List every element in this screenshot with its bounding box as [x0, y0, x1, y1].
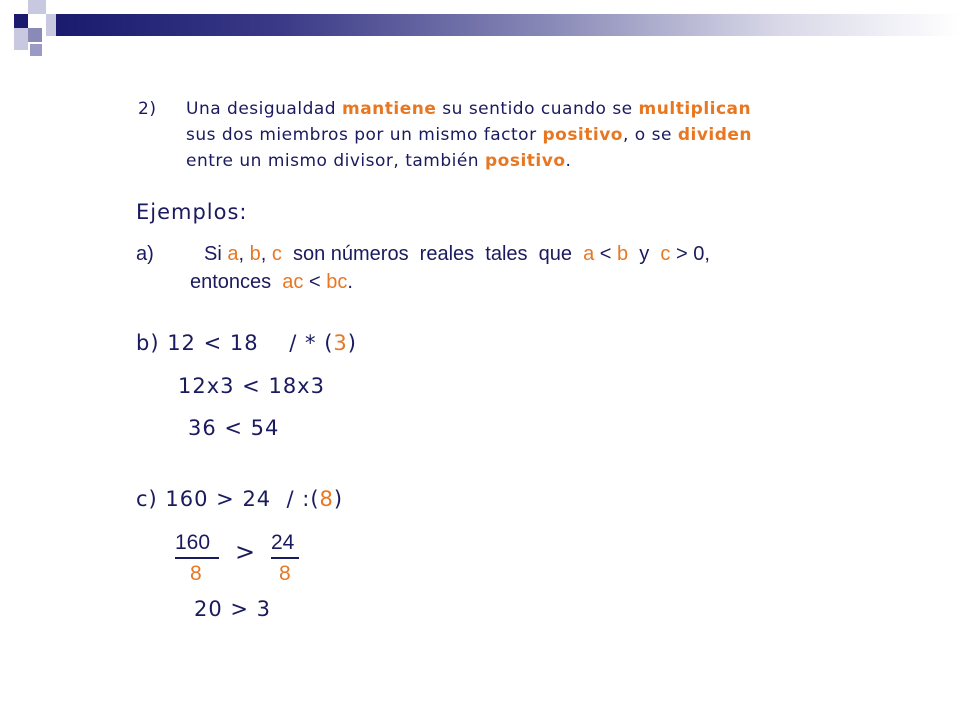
- deco-square-light: [46, 14, 56, 36]
- text-segment: ac: [282, 271, 304, 293]
- text-segment: y: [628, 243, 661, 265]
- fraction-2-denominator: 8: [279, 562, 291, 585]
- example-a-label: a): [136, 243, 154, 265]
- deco-square-mid: [28, 28, 42, 42]
- text-segment: > 0,: [670, 243, 710, 265]
- example-c-heading-text: c) 160 > 24 / :(: [136, 487, 320, 511]
- example-b-heading: [136, 331, 357, 355]
- text-segment: positivo: [542, 125, 623, 145]
- text-segment: b: [617, 243, 629, 265]
- fraction-2-numerator: 24: [271, 531, 295, 554]
- text-segment: entre un mismo divisor, también: [186, 151, 485, 171]
- text-segment: c: [271, 243, 282, 265]
- example-a-line-1: [204, 243, 710, 266]
- text-segment: Si: [204, 243, 228, 265]
- example-b-factor: 3: [333, 331, 348, 355]
- fraction-2-bar: [271, 557, 299, 559]
- example-b-step-1: 12x3 < 18x3: [178, 374, 325, 398]
- example-c-result: 20 > 3: [194, 597, 272, 621]
- rule-line-1: [186, 96, 751, 122]
- text-segment: b: [249, 243, 261, 265]
- text-segment: son números reales tales que: [281, 243, 584, 265]
- header-gradient-bar: [56, 14, 960, 36]
- text-segment: <: [303, 271, 327, 293]
- text-segment: .: [347, 271, 353, 293]
- text-segment: , o se: [622, 125, 678, 145]
- text-segment: dividen: [677, 125, 753, 145]
- text-segment: sus dos miembros por un mismo factor: [186, 125, 543, 145]
- text-segment: c: [660, 243, 671, 265]
- rule-line-3: [186, 148, 571, 174]
- deco-square-mid: [30, 44, 42, 56]
- text-segment: a: [227, 243, 239, 265]
- fraction-relation: >: [235, 538, 257, 566]
- rule-line-2: [186, 122, 752, 148]
- rule-number: 2): [138, 99, 157, 119]
- example-c-heading: [136, 487, 343, 511]
- text-segment: ,: [260, 243, 272, 265]
- examples-heading: Ejemplos:: [136, 200, 248, 224]
- deco-square-dark: [14, 14, 28, 28]
- example-c-heading-close: ): [333, 487, 344, 511]
- fraction-1-numerator: 160: [175, 531, 211, 554]
- text-segment: su sentido cuando se: [436, 99, 639, 119]
- text-segment: bc: [326, 271, 348, 293]
- text-segment: .: [565, 151, 572, 171]
- deco-square-light: [28, 0, 46, 14]
- fraction-1-bar: [175, 557, 219, 559]
- text-segment: <: [594, 243, 618, 265]
- text-segment: entonces: [190, 271, 283, 293]
- text-segment: a: [583, 243, 595, 265]
- deco-square-light: [14, 28, 28, 50]
- fraction-1-denominator: 8: [190, 562, 202, 585]
- example-b-heading-text: b) 12 < 18 / * (: [136, 331, 334, 355]
- example-b-heading-close: ): [347, 331, 357, 355]
- example-a-line-2: [190, 271, 353, 294]
- text-segment: positivo: [484, 151, 566, 171]
- text-segment: mantiene: [341, 99, 437, 119]
- text-segment: ,: [238, 243, 250, 265]
- text-segment: Una desigualdad: [186, 99, 342, 119]
- example-b-step-2: 36 < 54: [188, 416, 280, 440]
- example-c-divisor: 8: [319, 487, 334, 511]
- text-segment: multiplican: [638, 99, 752, 119]
